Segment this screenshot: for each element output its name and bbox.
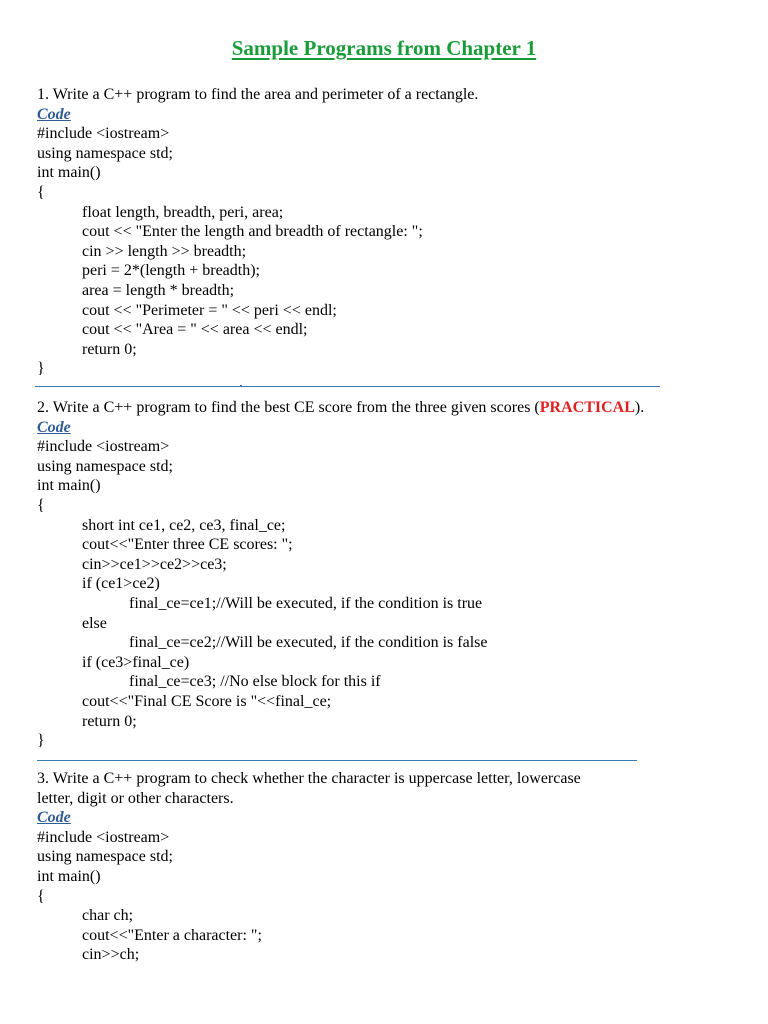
code-line: using namespace std; <box>37 144 173 162</box>
code-line: cin>>ce1>>ce2>>ce3; <box>82 555 227 573</box>
code-line: cin >> length >> breadth; <box>82 242 247 260</box>
code-line: #include <iostream> <box>37 125 170 143</box>
code-line: #include <iostream> <box>37 828 170 846</box>
question-2 <box>37 398 737 751</box>
code-line: { <box>37 496 45 514</box>
code-line: float length, breadth, peri, area; <box>82 203 284 221</box>
divider-tick <box>240 385 242 386</box>
code-line: if (ce1>ce2) <box>82 575 160 593</box>
code-line: else <box>82 614 107 632</box>
code-line: cout<<"Enter three CE scores: "; <box>82 536 293 554</box>
code-line: cout<<"Final CE Score is "<<final_ce; <box>82 692 332 710</box>
code-line: int main() <box>37 477 101 495</box>
question-1 <box>37 85 737 379</box>
practical-tag: PRACTICAL <box>539 399 635 416</box>
code-line: } <box>37 732 45 750</box>
question-1-text: 1. Write a C++ program to find the area and perimeter of a rectangle. <box>37 86 479 103</box>
code-line: area = length * breadth; <box>82 281 235 299</box>
section-divider <box>37 760 637 761</box>
code-line: using namespace std; <box>37 457 173 475</box>
question-2-prefix: 2. Write a C++ program to find the best CE score from the three given scores ( <box>37 399 540 416</box>
code-label: Code <box>37 418 71 436</box>
code-line: short int ce1, ce2, ce3, final_ce; <box>82 516 286 534</box>
question-2-text <box>37 398 737 418</box>
code-label: Code <box>37 809 71 827</box>
code-line: return 0; <box>82 712 137 730</box>
question-3-text-line-2: letter, digit or other characters. <box>37 789 234 807</box>
code-line: { <box>37 183 45 201</box>
question-3 <box>37 769 737 965</box>
code-line: final_ce=ce3; //No else block for this if <box>129 673 381 691</box>
section-divider <box>35 386 660 387</box>
code-line: cout << "Enter the length and breadth of rectangle: "; <box>82 223 423 241</box>
code-label: Code <box>37 105 71 123</box>
code-line: cout<<"Enter a character: "; <box>82 926 262 944</box>
code-line: { <box>37 887 45 905</box>
code-line: cin>>ch; <box>82 946 140 964</box>
page-title: Sample Programs from Chapter 1 <box>231 36 537 60</box>
code-line: return 0; <box>82 340 137 358</box>
code-line: #include <iostream> <box>37 438 170 456</box>
question-2-suffix: ). <box>634 399 645 416</box>
code-line: } <box>37 360 45 378</box>
code-line: final_ce=ce1;//Will be executed, if the condition is true <box>129 594 483 612</box>
code-line: if (ce3>final_ce) <box>82 653 190 671</box>
code-line: final_ce=ce2;//Will be executed, if the condition is false <box>129 634 488 652</box>
question-3-text-line-1: 3. Write a C++ program to check whether the character is uppercase letter, lowercase <box>37 770 581 787</box>
code-line: int main() <box>37 164 101 182</box>
code-line: int main() <box>37 867 101 885</box>
code-line: cout << "Perimeter = " << peri << endl; <box>82 301 337 319</box>
code-line: peri = 2*(length + breadth); <box>82 262 260 280</box>
code-line: cout << "Area = " << area << endl; <box>82 321 308 339</box>
code-line: using namespace std; <box>37 848 173 866</box>
code-line: char ch; <box>82 907 134 925</box>
